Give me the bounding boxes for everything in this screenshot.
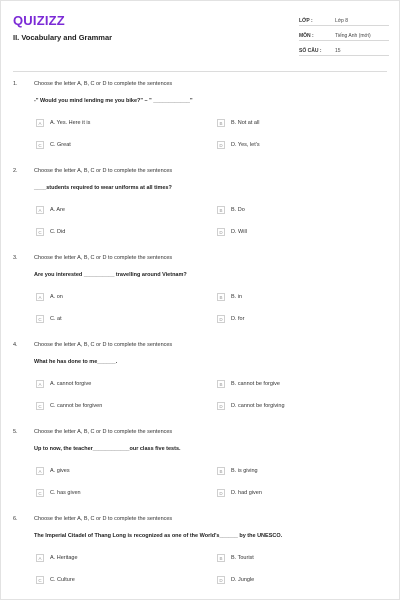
option-text: B. is giving xyxy=(231,468,258,474)
question-instruction: Choose the letter A, B, C or D to complete the sentences xyxy=(34,168,173,174)
option-letter-box: D xyxy=(217,141,225,149)
option-letter-box: C xyxy=(36,141,44,149)
option-text: D. had given xyxy=(231,490,262,496)
question-6 xyxy=(1,516,400,602)
question-number: 4. xyxy=(13,342,18,348)
option-letter-box: D xyxy=(217,489,225,497)
option-letter-box: C xyxy=(36,402,44,410)
option-letter-box: A xyxy=(36,554,44,562)
option-d[interactable] xyxy=(217,488,262,498)
info-value: 15 xyxy=(335,48,341,54)
option-c[interactable] xyxy=(36,140,71,150)
question-number: 3. xyxy=(13,255,18,261)
option-text: D. Yes, let's xyxy=(231,142,260,148)
option-c[interactable] xyxy=(36,575,75,585)
question-instruction: Choose the letter A, B, C or D to complete the sentences xyxy=(34,81,173,87)
option-a[interactable] xyxy=(36,466,70,476)
question-text: Are you interested __________ travelling around Vietnam? xyxy=(34,272,187,278)
option-letter-box: B xyxy=(217,293,225,301)
info-value: Tiếng Anh (mới) xyxy=(335,33,371,39)
option-b[interactable] xyxy=(217,292,242,302)
question-text: -" Would you mind lending me you bike?" – " ____________" xyxy=(34,98,193,104)
option-text: B. Do xyxy=(231,207,245,213)
option-text: C. Culture xyxy=(50,577,75,583)
option-text: A. cannot forgive xyxy=(50,381,92,387)
option-text: A. Are xyxy=(50,207,65,213)
option-text: D. Jungle xyxy=(231,577,255,583)
option-d[interactable] xyxy=(217,401,285,411)
question-instruction: Choose the letter A, B, C or D to complete the sentences xyxy=(34,342,173,348)
option-c[interactable] xyxy=(36,314,62,324)
option-b[interactable] xyxy=(217,205,245,215)
option-c[interactable] xyxy=(36,401,102,411)
question-3 xyxy=(1,255,400,341)
option-b[interactable] xyxy=(217,379,280,389)
option-d[interactable] xyxy=(217,314,244,324)
option-a[interactable] xyxy=(36,205,65,215)
option-d[interactable] xyxy=(217,575,254,585)
info-table xyxy=(299,13,389,58)
option-letter-box: A xyxy=(36,380,44,388)
option-letter-box: C xyxy=(36,315,44,323)
option-letter-box: A xyxy=(36,293,44,301)
option-letter-box: C xyxy=(36,228,44,236)
info-label: MÔN : xyxy=(299,33,314,39)
info-label: LỚP : xyxy=(299,18,313,24)
option-letter-box: A xyxy=(36,467,44,475)
option-text: D. for xyxy=(231,316,245,322)
option-text: D. Will xyxy=(231,229,247,235)
option-d[interactable] xyxy=(217,140,260,150)
question-number: 2. xyxy=(13,168,18,174)
option-text: B. Tourist xyxy=(231,555,254,561)
question-number: 5. xyxy=(13,429,18,435)
option-c[interactable] xyxy=(36,227,65,237)
option-letter-box: A xyxy=(36,119,44,127)
question-instruction: Choose the letter A, B, C or D to complete the sentences xyxy=(34,429,173,435)
option-text: C. Did xyxy=(50,229,66,235)
question-number: 6. xyxy=(13,516,18,522)
info-row-question-count xyxy=(299,43,389,56)
question-number: 1. xyxy=(13,81,18,87)
question-4 xyxy=(1,342,400,428)
option-letter-box: D xyxy=(217,228,225,236)
question-5 xyxy=(1,429,400,515)
question-text: ____students required to wear uniforms at all times? xyxy=(34,185,172,191)
option-text: A. Heritage xyxy=(50,555,78,561)
option-text: A. gives xyxy=(50,468,70,474)
question-2 xyxy=(1,168,400,254)
option-text: B. Not at all xyxy=(231,120,260,126)
option-letter-box: B xyxy=(217,119,225,127)
option-b[interactable] xyxy=(217,466,258,476)
question-1 xyxy=(1,81,400,167)
info-value: Lớp 8 xyxy=(335,18,349,24)
option-b[interactable] xyxy=(217,553,254,563)
question-text: Up to now, the teacher____________our class five tests. xyxy=(34,446,181,452)
question-text: What he has done to me______. xyxy=(34,359,118,365)
option-letter-box: B xyxy=(217,206,225,214)
option-d[interactable] xyxy=(217,227,247,237)
option-a[interactable] xyxy=(36,379,91,389)
question-instruction: Choose the letter A, B, C or D to complete the sentences xyxy=(34,516,173,522)
option-text: D. cannot be forgiving xyxy=(231,403,285,409)
info-row-subject xyxy=(299,28,389,41)
info-label: SỐ CÂU : xyxy=(299,48,322,54)
option-letter-box: B xyxy=(217,380,225,388)
option-letter-box: D xyxy=(217,576,225,584)
option-letter-box: B xyxy=(217,554,225,562)
option-a[interactable] xyxy=(36,292,63,302)
option-letter-box: B xyxy=(217,467,225,475)
option-a[interactable] xyxy=(36,118,90,128)
option-c[interactable] xyxy=(36,488,81,498)
option-text: A. on xyxy=(50,294,63,300)
option-text: C. has given xyxy=(50,490,81,496)
option-a[interactable] xyxy=(36,553,78,563)
info-row-class xyxy=(299,13,389,26)
option-letter-box: D xyxy=(217,315,225,323)
option-letter-box: D xyxy=(217,402,225,410)
question-text: The Imperial Citadel of Thang Long is recognized as one of the World's______ by the UNESCO. xyxy=(34,533,283,539)
option-text: B. cannot be forgive xyxy=(231,381,280,387)
option-letter-box: C xyxy=(36,489,44,497)
option-text: C. Great xyxy=(50,142,71,148)
option-text: A. Yes. Here it is xyxy=(50,120,91,126)
option-letter-box: C xyxy=(36,576,44,584)
option-text: C. cannot be forgiven xyxy=(50,403,103,409)
option-letter-box: A xyxy=(36,206,44,214)
option-text: B. in xyxy=(231,294,243,300)
header-divider xyxy=(13,71,387,72)
option-text: C. at xyxy=(50,316,62,322)
question-instruction: Choose the letter A, B, C or D to complete the sentences xyxy=(34,255,173,261)
section-title: II. Vocabulary and Grammar xyxy=(13,33,113,42)
quizizz-logo: QUIZIZZ xyxy=(13,13,65,28)
option-b[interactable] xyxy=(217,118,259,128)
